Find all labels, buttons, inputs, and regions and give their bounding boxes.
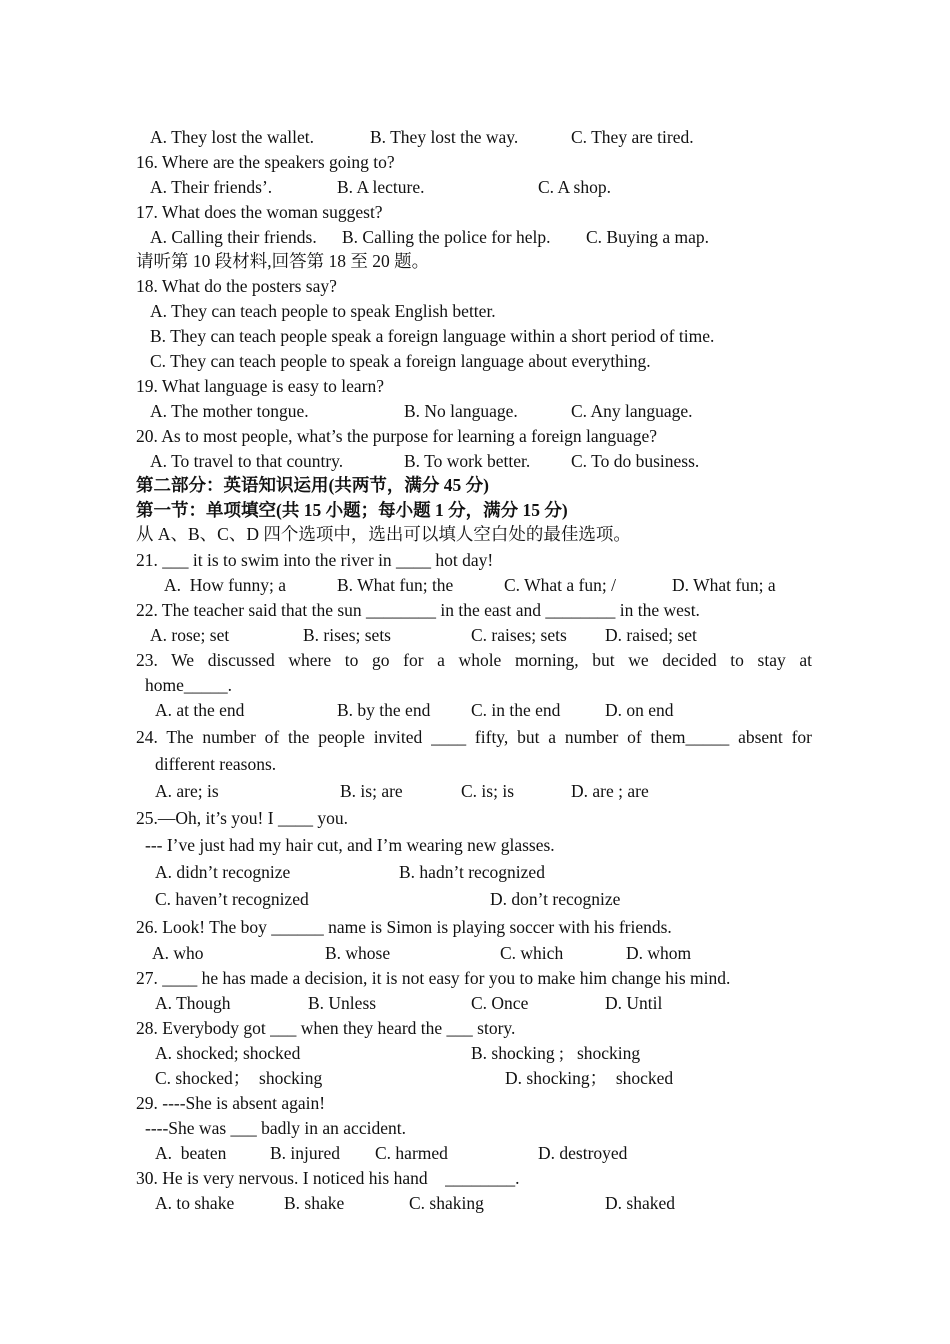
question-16: 16. Where are the speakers going to? — [136, 152, 395, 172]
q30-option-b: B. shake — [284, 1193, 345, 1213]
q26-option-b: B. whose — [325, 943, 391, 963]
question-29-continued: ----She was ___ badly in an accident. — [145, 1118, 406, 1138]
q30-option-a: A. to shake — [155, 1193, 235, 1213]
question-29: 29. ----She is absent again! — [136, 1093, 326, 1113]
q25-option-d: D. don’t recognize — [490, 889, 621, 909]
q25-option-c: C. haven’t recognized — [155, 889, 309, 909]
q17-option-a: A. Calling their friends. — [150, 227, 317, 247]
q28-option-a: A. shocked; shocked — [155, 1043, 301, 1063]
q19-option-c: C. Any language. — [571, 401, 693, 421]
q29-option-c: C. harmed — [375, 1143, 448, 1163]
question-18: 18. What do the posters say? — [136, 276, 337, 296]
q24-option-b: B. is; are — [340, 781, 403, 801]
part-two-heading: 第二部分：英语知识运用(共两节，满分 45 分) — [136, 475, 489, 495]
q16-option-a: A. Their friends’. — [150, 177, 273, 197]
q16-option-c: C. A shop. — [538, 177, 611, 197]
question-17: 17. What does the woman suggest? — [136, 202, 383, 222]
q27-option-c: C. Once — [471, 993, 529, 1013]
question-24-continued: different reasons. — [155, 754, 277, 774]
question-25-continued: --- I’ve just had my hair cut, and I’m wearing new glasses. — [145, 835, 555, 855]
q23-option-b: B. by the end — [337, 700, 431, 720]
q28-option-c: C. shocked； shocking — [155, 1068, 323, 1088]
q22-option-b: B. rises; sets — [303, 625, 391, 645]
q18-option-c: C. They can teach people to speak a foreign language about everything. — [150, 351, 651, 371]
q29-option-d: D. destroyed — [538, 1143, 628, 1163]
q21-option-a: A. How funny; a — [164, 575, 286, 595]
q17-option-b: B. Calling the police for help. — [342, 227, 551, 247]
listening-instruction: 请听第 10 段材料,回答第 18 至 20 题。 — [136, 251, 430, 271]
question-30: 30. He is very nervous. I noticed his hand ________. — [136, 1168, 520, 1188]
q22-option-a: A. rose; set — [150, 625, 230, 645]
q30-option-d: D. shaked — [605, 1193, 675, 1213]
q26-option-a: A. who — [152, 943, 204, 963]
q28-option-d: D. shocking； shocked — [505, 1068, 674, 1088]
question-23-continued: home_____. — [145, 675, 233, 695]
q24-option-a: A. are; is — [155, 781, 219, 801]
q15-option-b: B. They lost the way. — [370, 127, 519, 147]
question-24: 24. The number of the people invited ____ fifty, but a number of them_____ absent for — [136, 727, 812, 747]
q23-option-d: D. on end — [605, 700, 674, 720]
question-27: 27. ____ he has made a decision, it is not easy for you to make him change his mind. — [136, 968, 731, 988]
q25-option-b: B. hadn’t recognized — [399, 862, 545, 882]
section-one-heading: 第一节：单项填空(共 15 小题；每小题 1 分，满分 15 分) — [136, 500, 568, 520]
q22-option-c: C. raises; sets — [471, 625, 567, 645]
q21-option-c: C. What a fun; / — [504, 575, 616, 595]
q20-option-b: B. To work better. — [404, 451, 531, 471]
q16-option-b: B. A lecture. — [337, 177, 425, 197]
q30-option-c: C. shaking — [409, 1193, 484, 1213]
q27-option-d: D. Until — [605, 993, 663, 1013]
question-19: 19. What language is easy to learn? — [136, 376, 384, 396]
question-20: 20. As to most people, what’s the purpose for learning a foreign language? — [136, 426, 657, 446]
q29-option-a: A. beaten — [155, 1143, 227, 1163]
q23-option-c: C. in the end — [471, 700, 561, 720]
q15-option-a: A. They lost the wallet. — [150, 127, 314, 147]
q18-option-a: A. They can teach people to speak English better. — [150, 301, 496, 321]
q21-option-d: D. What fun; a — [672, 575, 776, 595]
q15-option-c: C. They are tired. — [571, 127, 694, 147]
q17-option-c: C. Buying a map. — [586, 227, 709, 247]
q29-option-b: B. injured — [270, 1143, 340, 1163]
question-26: 26. Look! The boy ______ name is Simon is playing soccer with his friends. — [136, 917, 672, 937]
q27-option-a: A. Though — [155, 993, 231, 1013]
q18-option-b: B. They can teach people speak a foreign language within a short period of time. — [150, 326, 715, 346]
question-21: 21. ___ it is to swim into the river in ____ hot day! — [136, 550, 494, 570]
section-one-instruction: 从 A、B、C、D 四个选项中，选出可以填人空白处的最佳选项。 — [136, 524, 631, 544]
question-25: 25.—Oh, it’s you! I ____ you. — [136, 808, 348, 828]
question-22: 22. The teacher said that the sun ________ in the east and ________ in the west. — [136, 600, 700, 620]
q20-option-a: A. To travel to that country. — [150, 451, 344, 471]
q25-option-a: A. didn’t recognize — [155, 862, 291, 882]
q27-option-b: B. Unless — [308, 993, 377, 1013]
q24-option-c: C. is; is — [461, 781, 515, 801]
q20-option-c: C. To do business. — [571, 451, 700, 471]
q19-option-a: A. The mother tongue. — [150, 401, 309, 421]
q23-option-a: A. at the end — [155, 700, 245, 720]
q24-option-d: D. are ; are — [571, 781, 649, 801]
question-28: 28. Everybody got ___ when they heard the ___ story. — [136, 1018, 516, 1038]
q21-option-b: B. What fun; the — [337, 575, 454, 595]
q22-option-d: D. raised; set — [605, 625, 697, 645]
q26-option-c: C. which — [500, 943, 564, 963]
q26-option-d: D. whom — [626, 943, 692, 963]
q28-option-b: B. shocking ; shocking — [471, 1043, 641, 1063]
question-23: 23. We discussed where to go for a whole morning, but we decided to stay at — [136, 650, 812, 670]
q19-option-b: B. No language. — [404, 401, 518, 421]
